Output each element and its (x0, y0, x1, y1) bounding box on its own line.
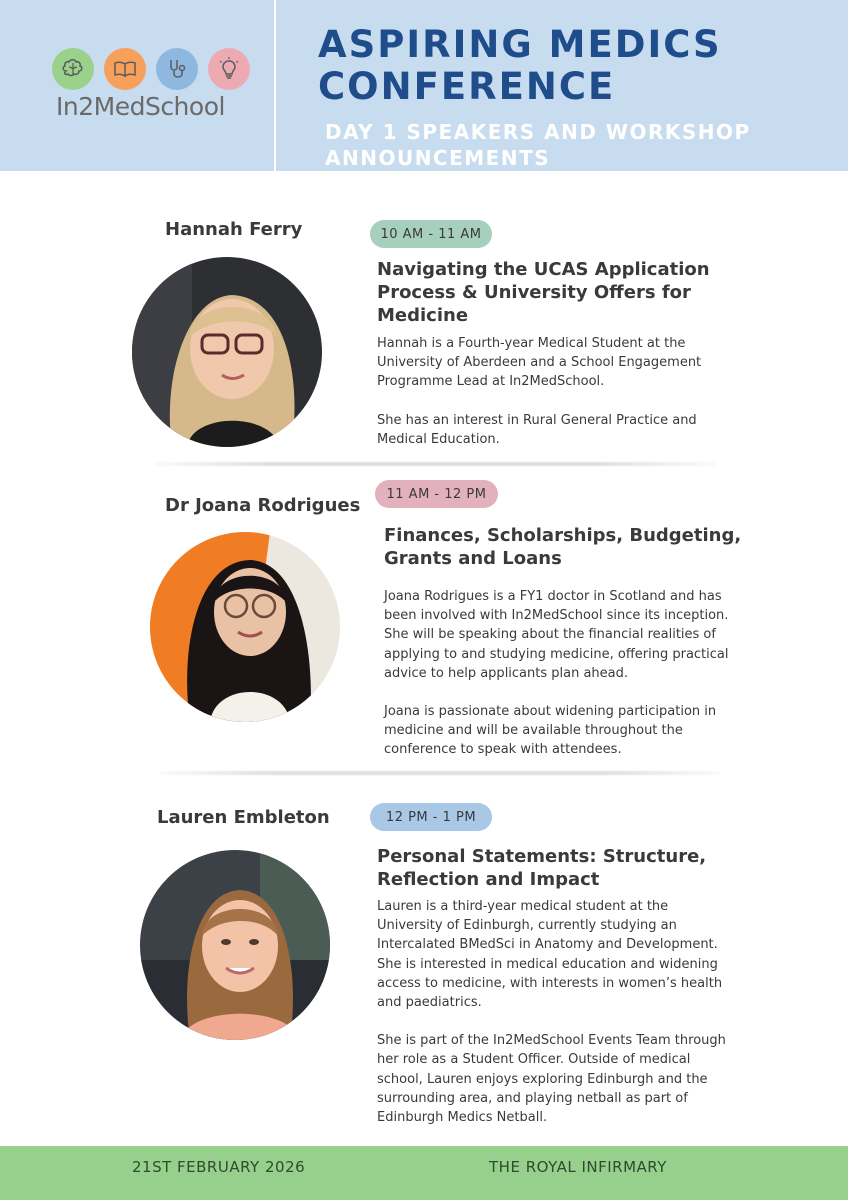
subtitle-line: ANNOUNCEMENTS (325, 146, 551, 170)
speaker-bio (377, 334, 722, 449)
bio-paragraph: Joana Rodrigues is a FY1 doctor in Scotland and has been involved with In2MedSchool since its inception. She will be speaking about the financial realities of applying to and studying medicine, offering practical advice to help applicants plan ahead. (384, 589, 729, 681)
talk-title-line: Navigating the UCAS Application (377, 259, 710, 280)
bio-paragraph: She is part of the In2MedSchool Events Team through her role as a Student Officer. Outside of medical school, Lauren enjoys exploring Edinburgh and the surrounding area, and playing netball as part of Edinburgh Medics Netball. (377, 1033, 726, 1126)
speaker-bio (384, 587, 744, 760)
speaker-name: Lauren Embleton (157, 807, 330, 828)
speaker-photo (140, 850, 330, 1040)
lightbulb-icon (208, 48, 250, 90)
brain-icon (52, 48, 94, 90)
event-venue: THE ROYAL INFIRMARY (489, 1158, 667, 1176)
stethoscope-icon (156, 48, 198, 90)
bio-paragraph: Hannah is a Fourth-year Medical Student at the University of Aberdeen and a School Engagement Programme Lead at In2MedSchool. (377, 336, 702, 390)
book-icon (104, 48, 146, 90)
subtitle-line: DAY 1 SPEAKERS AND WORKSHOP (325, 120, 751, 144)
page-subtitle (325, 119, 835, 171)
talk-title (384, 524, 744, 570)
logo-text: In2MedSchool (56, 92, 225, 121)
header-divider (274, 0, 276, 171)
time-badge: 12 PM - 1 PM (370, 803, 492, 831)
talk-title (377, 845, 737, 891)
event-date: 21ST FEBRUARY 2026 (132, 1158, 306, 1176)
bio-paragraph: Lauren is a third-year medical student at the University of Edinburgh, currently studying an Intercalated BMedSci in Anatomy and Development. She is interested in medical education and widening access to medicine, with interests in women’s health and paediatrics. (377, 899, 723, 1011)
speaker-bio (377, 897, 732, 1127)
talk-title-line: Finances, Scholarships, Budgeting, (384, 525, 742, 546)
speaker-photo (132, 257, 322, 447)
speaker-name: Hannah Ferry (165, 219, 303, 240)
talk-title-line: Reflection and Impact (377, 869, 600, 890)
speaker-photo (150, 532, 340, 722)
talk-title-line: Medicine (377, 305, 469, 326)
bio-paragraph: She has an interest in Rural General Practice and Medical Education. (377, 412, 697, 447)
section-divider (160, 771, 720, 775)
in2medschool-logo (52, 48, 252, 124)
title-line: ASPIRING MEDICS (318, 23, 722, 66)
speaker-name: Dr Joana Rodrigues (165, 495, 361, 516)
page-title (318, 24, 818, 108)
talk-title-line: Process & University Offers for (377, 282, 691, 303)
section-divider (155, 462, 715, 466)
talk-title (377, 258, 737, 327)
talk-title-line: Grants and Loans (384, 548, 562, 569)
logo-icons (52, 48, 252, 92)
bio-paragraph: Joana is passionate about widening participation in medicine and will be available throughout the conference to speak with attendees. (384, 704, 717, 758)
footer-bar (0, 1146, 848, 1200)
time-badge: 10 AM - 11 AM (370, 220, 492, 248)
title-line: CONFERENCE (318, 65, 616, 108)
talk-title-line: Personal Statements: Structure, (377, 846, 707, 867)
time-badge: 11 AM - 12 PM (375, 480, 498, 508)
